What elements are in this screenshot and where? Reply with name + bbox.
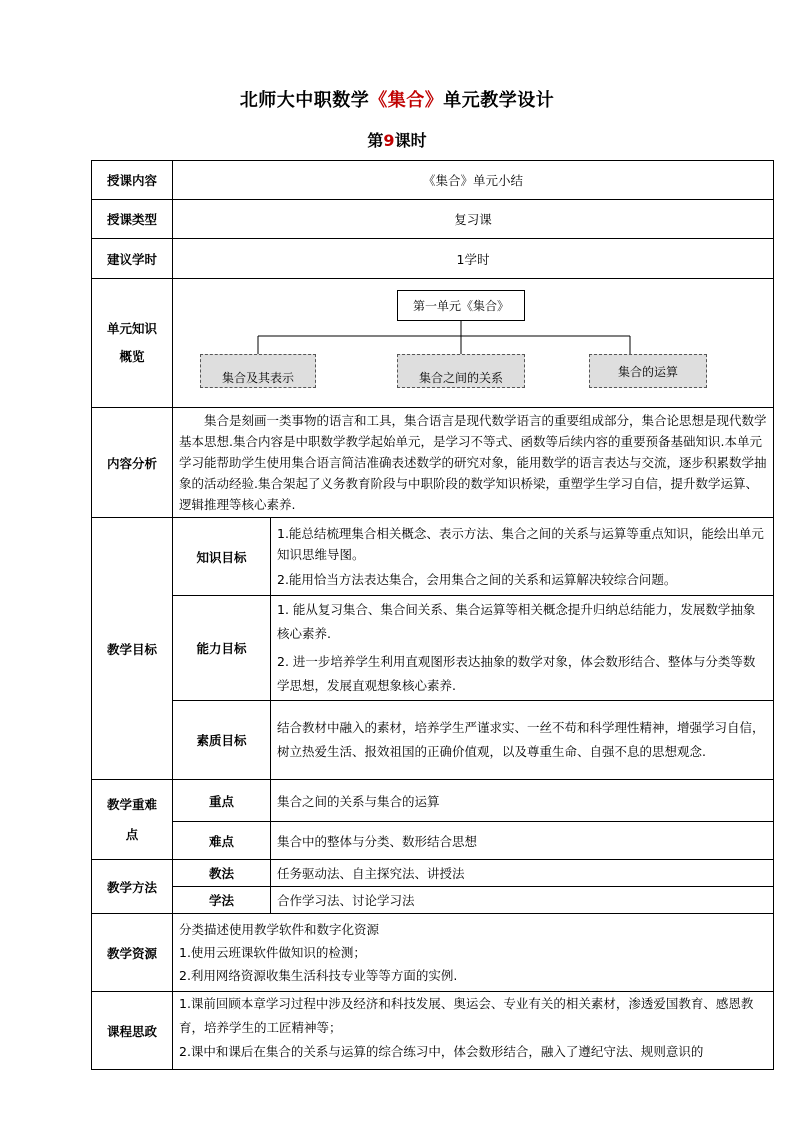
row-analysis xyxy=(92,408,774,518)
knowledge-item: 1.能总结梳理集合相关概念、表示方法、集合之间的关系与运算等重点知识，能绘出单元知识思维导图。 xyxy=(277,526,764,562)
teach-value: 任务驱动法、自主探究法、讲授法 xyxy=(271,860,774,887)
ability-label: 能力目标 xyxy=(173,596,271,701)
document-title xyxy=(0,86,794,112)
analysis-cell xyxy=(173,408,774,518)
knowledge-item: 2.能用恰当方法表达集合，会用集合之间的关系和运算解决较综合问题。 xyxy=(277,572,677,587)
quality-cell xyxy=(271,701,774,780)
ability-item: 1. 能从复习集合、集合间关系、集合运算等相关概念提升归纳总结能力，发展数学抽象核心素养. xyxy=(277,602,756,641)
map-child-label: 集合及其表示 xyxy=(221,370,294,385)
row-goal-quality xyxy=(92,701,774,780)
goals-label: 教学目标 xyxy=(92,518,173,780)
row-label: 授课内容 xyxy=(92,161,173,200)
lesson-prefix: 第 xyxy=(367,131,384,150)
row-content xyxy=(92,161,774,200)
ideology-line: 2.课中和课后在集合的关系与运算的综合练习中，体会数形结合，融入了遵纪守法、规则意识的 xyxy=(179,1044,704,1059)
overview-label: 单元知识概览 xyxy=(107,321,158,364)
map-child-label: 集合的运算 xyxy=(617,364,678,379)
type-value: 复习课 xyxy=(173,200,774,239)
lesson-number: 9 xyxy=(383,131,395,150)
quality-label: 素质目标 xyxy=(173,701,271,780)
resources-line: 2.利用网络资源收集生活科技专业等等方面的实例. xyxy=(179,968,458,983)
row-focus xyxy=(92,780,774,822)
resources-label: 教学资源 xyxy=(92,914,173,992)
ability-cell xyxy=(271,596,774,701)
row-label xyxy=(92,279,173,408)
title-highlight: 《集合》 xyxy=(369,90,444,111)
ideology-label: 课程思政 xyxy=(92,992,173,1070)
map-child-label: 集合之间的关系 xyxy=(418,370,503,385)
knowledge-cell xyxy=(271,518,774,596)
lesson-subtitle xyxy=(0,128,794,151)
map-child-node xyxy=(397,354,525,388)
keypoints-label-cell xyxy=(92,780,173,860)
quality-text: 结合教材中融入的素材，培养学生严谨求实、一丝不苟和科学理性精神，增强学习自信，树立热爱生活、报效祖国的正确价值观，以及尊重生命、自强不息的思想观念. xyxy=(277,720,765,759)
teach-label: 教法 xyxy=(173,860,271,887)
row-teach-method xyxy=(92,860,774,887)
ideology-line: 1.课前回顾本章学习过程中涉及经济和科技发展、奥运会、专业有关的相关素材，渗透爱国教育、感恩教育，培养学生的工匠精神等； xyxy=(179,996,754,1035)
resources-cell xyxy=(173,914,774,992)
knowledge-map xyxy=(173,280,773,407)
knowledge-label: 知识目标 xyxy=(173,518,271,596)
row-label: 内容分析 xyxy=(92,408,173,518)
row-ideology xyxy=(92,992,774,1070)
row-hours xyxy=(92,239,774,279)
row-goal-ability xyxy=(92,596,774,701)
ideology-cell xyxy=(173,992,774,1070)
title-prefix: 北师大中职数学 xyxy=(239,90,370,111)
content-value: 《集合》单元小结 xyxy=(173,161,774,200)
analysis-text: 集合是刻画一类事物的语言和工具，集合语言是现代数学语言的重要组成部分，集合论思想是现代数学基本思想.集合内容是中职数学教学起始单元，是学习不等式、函数等后续内容的重要预备基础知识.本单元学习能帮助学生使用集合语言简洁准确表述数学的研究对象，能用数学的语言表达与交流，逐步积累数学抽象的活动经验.集合架起了义务教育阶段与中职阶段的数学知识桥梁，重塑学生学习自信，提升数学运算、逻辑推理等核心素养. xyxy=(179,413,767,512)
lesson-suffix: 课时 xyxy=(394,131,427,150)
lesson-plan-table xyxy=(91,160,774,1070)
keypoints-label: 教学重难点 xyxy=(107,796,158,842)
row-overview xyxy=(92,279,774,408)
row-label: 建议学时 xyxy=(92,239,173,279)
focus-label: 重点 xyxy=(173,780,271,822)
hours-value: 1学时 xyxy=(173,239,774,279)
ability-item: 2. 进一步培养学生利用直观图形表达抽象的数学对象，体会数形结合、整体与分类等数学思想，发展直观想象核心素养. xyxy=(277,654,756,693)
row-goal-knowledge xyxy=(92,518,774,596)
row-label: 授课类型 xyxy=(92,200,173,239)
difficulty-value: 集合中的整体与分类、数形结合思想 xyxy=(271,822,774,860)
map-child-node xyxy=(200,354,316,388)
overview-map-cell xyxy=(173,279,774,408)
difficulty-label: 难点 xyxy=(173,822,271,860)
resources-line: 分类描述使用教学软件和数字化资源 xyxy=(179,922,380,937)
row-learn-method xyxy=(92,887,774,914)
learn-value: 合作学习法、讨论学习法 xyxy=(271,887,774,914)
row-type xyxy=(92,200,774,239)
row-difficulty xyxy=(92,822,774,860)
focus-value: 集合之间的关系与集合的运算 xyxy=(271,780,774,822)
title-suffix: 单元教学设计 xyxy=(443,90,555,111)
row-resources xyxy=(92,914,774,992)
methods-label: 教学方法 xyxy=(92,860,173,914)
resources-line: 1.使用云班课软件做知识的检测； xyxy=(179,945,366,960)
map-root-node: 第一单元《集合》 xyxy=(397,290,525,321)
map-child-node xyxy=(589,354,707,388)
learn-label: 学法 xyxy=(173,887,271,914)
